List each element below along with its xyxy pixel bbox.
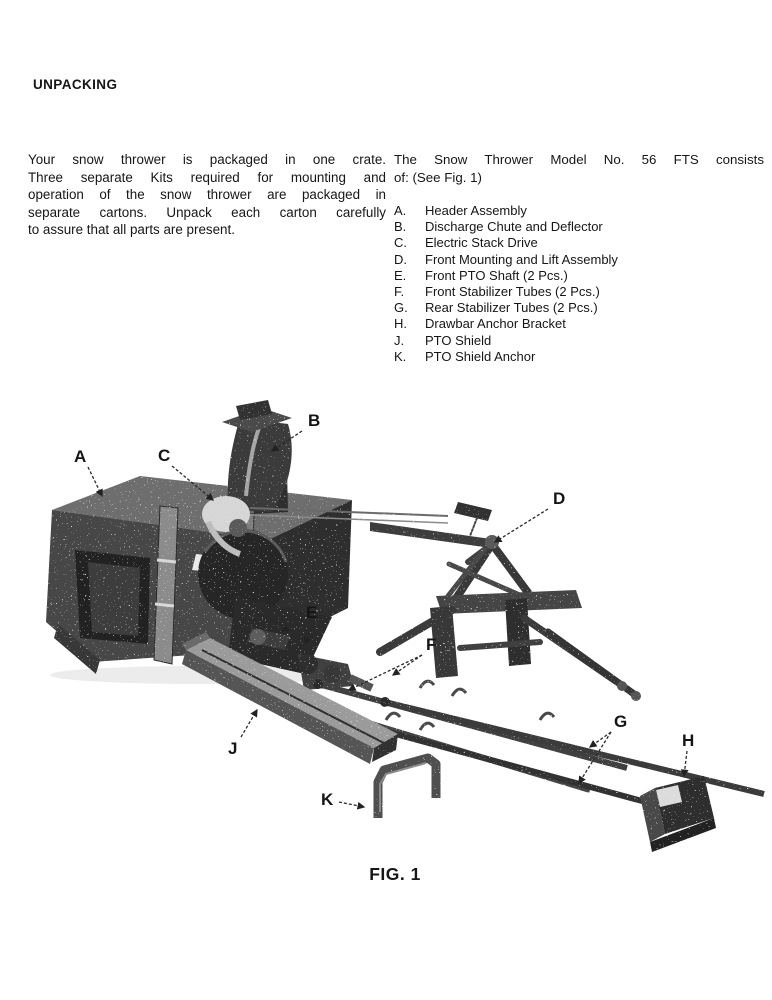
part-letter: C. bbox=[394, 235, 407, 251]
parts-intro-line: of: (See Fig. 1) bbox=[394, 170, 482, 185]
part-row bbox=[394, 219, 764, 235]
part-row bbox=[394, 316, 764, 332]
part-label: Drawbar Anchor Bracket bbox=[425, 316, 566, 332]
part-label: Front Mounting and Lift Assembly bbox=[425, 251, 618, 267]
figure-label-f: F bbox=[426, 635, 437, 654]
parts-list bbox=[394, 203, 764, 365]
parts-overview bbox=[394, 151, 764, 365]
part-row bbox=[394, 235, 764, 251]
figure-label-g: G bbox=[614, 712, 628, 731]
paragraph-line: Your snow thrower is packaged in one crate. bbox=[28, 152, 386, 167]
part-label: Front Stabilizer Tubes (2 Pcs.) bbox=[425, 284, 600, 300]
part-row bbox=[394, 284, 764, 300]
part-letter: H. bbox=[394, 316, 407, 332]
paragraph-line: separate cartons. Unpack each carton carefully bbox=[28, 204, 386, 220]
parts-intro-line: The Snow Thrower Model No. 56 FTS consists bbox=[394, 152, 764, 167]
snow-thrower-exploded-view bbox=[0, 392, 772, 862]
figure-label-b: B bbox=[308, 411, 321, 430]
part-letter: J. bbox=[394, 332, 405, 348]
figure-label-c: C bbox=[158, 446, 171, 465]
part-letter: D. bbox=[394, 251, 407, 267]
figure-label-j: J bbox=[228, 739, 238, 758]
part-letter: A. bbox=[394, 203, 407, 218]
machine-parts-group bbox=[46, 400, 764, 852]
intro-paragraph bbox=[28, 151, 386, 239]
figure-label-e: E bbox=[306, 603, 318, 622]
part-label: PTO Shield Anchor bbox=[425, 348, 536, 364]
section-heading: UNPACKING bbox=[33, 77, 118, 92]
pto-anchor-part bbox=[378, 758, 436, 818]
paragraph-line: operation of the snow thrower are packaged in bbox=[28, 187, 386, 203]
part-label: Header Assembly bbox=[425, 203, 527, 218]
part-letter: K. bbox=[394, 348, 407, 364]
part-letter: E. bbox=[394, 267, 407, 283]
figure-label-d: D bbox=[553, 489, 566, 508]
part-row bbox=[394, 203, 764, 219]
figure-caption: FIG. 1 bbox=[369, 864, 421, 884]
part-label: Electric Stack Drive bbox=[425, 235, 538, 251]
part-letter: B. bbox=[394, 219, 407, 235]
drawbar-bracket-part bbox=[640, 776, 716, 852]
part-label: Discharge Chute and Deflector bbox=[425, 219, 603, 235]
part-row bbox=[394, 333, 764, 349]
part-row bbox=[394, 349, 764, 365]
part-label: Rear Stabilizer Tubes (2 Pcs.) bbox=[425, 300, 598, 316]
figure-label-a: A bbox=[74, 447, 87, 466]
figure-label-k: K bbox=[321, 790, 334, 809]
part-row bbox=[394, 300, 764, 316]
figure-label-h: H bbox=[682, 731, 695, 750]
part-letter: G. bbox=[394, 300, 408, 316]
part-label: Front PTO Shaft (2 Pcs.) bbox=[425, 267, 568, 283]
paragraph-line: Three separate Kits required for mounting and bbox=[28, 169, 386, 185]
part-label: PTO Shield bbox=[425, 332, 492, 348]
paragraph-line: to assure that all parts are present. bbox=[28, 222, 235, 238]
part-row bbox=[394, 268, 764, 284]
front-mount-lift-part bbox=[370, 502, 641, 701]
figure-1-illustration bbox=[0, 392, 772, 862]
part-row bbox=[394, 252, 764, 268]
part-letter: F. bbox=[394, 284, 405, 300]
